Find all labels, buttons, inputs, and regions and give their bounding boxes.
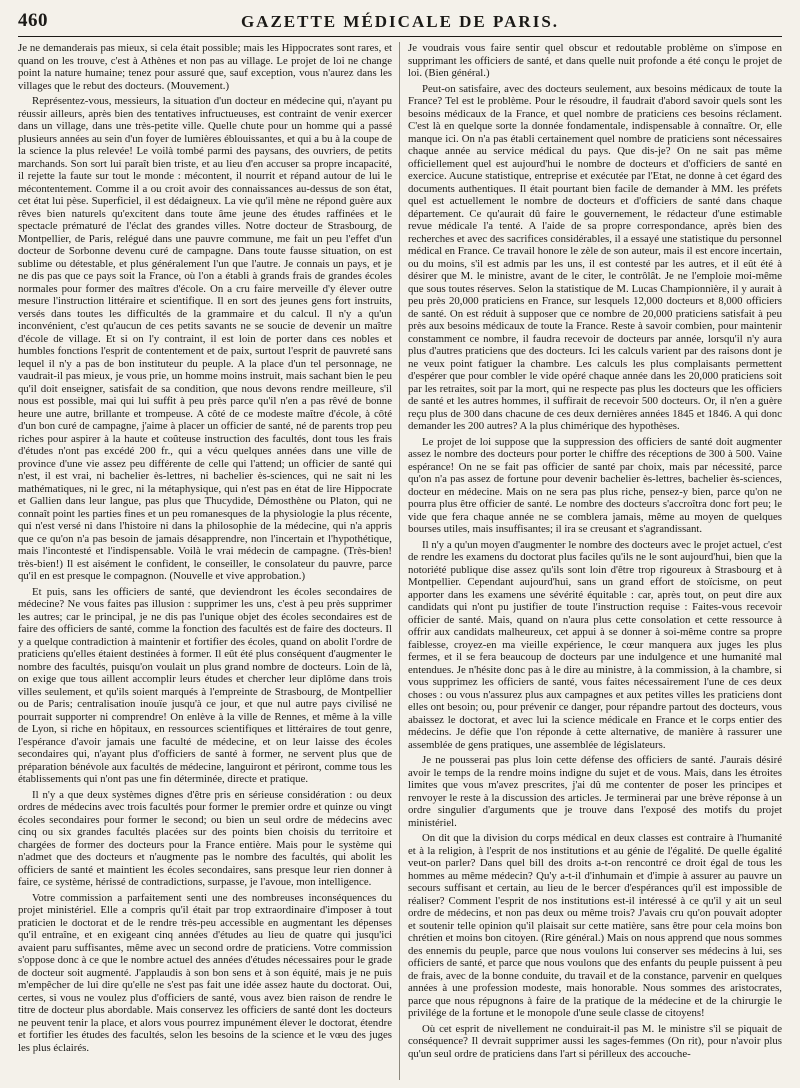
- page-number: 460: [18, 10, 48, 31]
- right-column: [408, 42, 782, 1082]
- paragraph: Il n'y a qu'un moyen d'augmenter le nombre des docteurs avec le projet actuel, c'est de rendre les examens du doctorat plus faciles qu'ils ne le sont aujourd'hui, bien que la notoriété publique dise assez qu'ils sont loin d'être trop rigoureux à Strasbourg et à Montpellier. Cependant aujourd'hui, sans un grand effort de stoïcisme, on peut apporter dans les examens une sévérité équitable : car, après tout, on peut dire aux candidats qui n'ont pu justifier de toute l'instruction requise : Faites-vous recevoir officier de santé. Mais, quand on n'aura plus cette consolation et cette ressource à offrir aux candidats malheureux, cet appui à se donner à soi-même contre sa propre faiblesse, croyez-en ma vieille expérience, le cœur manquera aux juges les plus fermes, et il se fera beaucoup de docteurs par une indulgence et une humanité mal entendues. Je n'hésite donc pas à le dire au ministre, à la commission, à la chambre, si vous supprimez les officiers de santé, vous faites nécessairement l'une de ces deux choses : ou vous n'assurez plus aux campagnes et aux petites villes les praticiens dont elles ont besoin; ou, pour prévenir ce danger, pour répandre partout des docteurs, vous abaissez le doctorat, et avec lui la science médicale en France et le corps entier des médecins. Je défie que l'on réponde à cette alternative, de manière à rassurer une assemblée de gens pratiques, une assemblée de législateurs.: [408, 538, 782, 751]
- column-divider: [399, 42, 400, 1080]
- paragraph: Je ne demanderais pas mieux, si cela était possible; mais les Hippocrates sont rares, et quand on les trouve, c'est à Athènes et non pas au village. Le projet de loi ne change point la nature humaine; tenez pour assuré que, sauf exception, vous n'aurez dans les villages que le rebut des docteurs. (Mouvement.): [18, 42, 392, 92]
- paragraph: Je voudrais vous faire sentir quel obscur et redoutable problème on s'impose en supprimant les officiers de santé, et dans quelle nuit profonde a été conçu le projet de loi. (Bien général.): [408, 42, 782, 79]
- paragraph: Le projet de loi suppose que la suppression des officiers de santé doit augmenter assez le nombre des docteurs pour porter le chiffre des réceptions de 300 à 500. Vaine espérance! On ne se fait pas officier de santé par choix, mais par nécessité, parce qu'on n'a pas assez de fortune pour devenir bachelier ès-lettres, bachelier ès-sciences, docteur en médecine. Mais on ne sera pas plus riche, pensez-y bien, parce qu'on ne pourra plus être officier de santé. Le nombre des docteurs s'accroîtra donc fort peu; le vide que fera chaque année ne se comblera jamais, même au moyen de quelques bourses utiles, mais insuffisantes; il ira se creusant et s'agrandissant.: [408, 435, 782, 535]
- header-rule: [18, 36, 782, 37]
- paragraph: Représentez-vous, messieurs, la situation d'un docteur en médecine qui, n'ayant pu réussir ailleurs, après bien des tentatives infructueuses, est contraint de venir exercer dans un village, dans une très-petite ville. Quelle chute pour un homme qui a passé plusieurs années au sein d'un foyer de lumières éblouissantes, et qui a bu à la coupe de la science la plus relevée! Le voilà tombé parmi des paysans, des ouvriers, de petits marchands. Son sort lui paraît bien triste, et au lieu d'en accuser sa propre incapacité, il rejette la faute sur tout le monde : mécontent, il nourrit et répand autour de lui le mécontentement. Comme il a ou croit avoir des connaissances au-dessus de son état, cet état lui pèse. Superficiel, il est dédaigneux. La vie qu'il mène ne répond guère aux rêves bien naturels qu'excitent dans toute âme jeune des études raffinées et le spectacle prématuré de l'éclat des grandes villes. Notre docteur de Strasbourg, de Montpellier, de Paris, relégué dans une pauvre commune, me fait un peu l'effet d'un docteur de Sorbonne devenu curé de campagne. Dans toute fausse situation, on est sublime ou détestable, et plus généralement l'un que l'autre. Je connais un pays, et je ne dis pas que ce pays soit la France, où l'on a établi à grands frais de grandes écoles normales pour former des maîtres d'école. On a cru faire merveille d'y élever outre mesure l'instruction littéraire et scientifique. Il en sort des jeunes gens fort instruits, versés dans toutes les difficultés de la grammaire et du calcul. Il n'y a qu'un inconvénient, c'est qu'aucun de ces petits savants ne se soucie de devenir un maître d'école de village. Et si on l'y contraint, il est loin de porter dans ces nobles et humbles fonctions l'esprit de contentement et de paix, surtout l'esprit de pauvreté sans lequel il n'y a pas de bon instituteur du peuple. A la place d'un tel personnage, ne vaudrait-il pas mieux, je vous prie, un homme moins instruit, mais sachant bien le peu qu'il doit enseigner, satisfait de sa condition, que nous devons rendre meilleure, s'il nous est possible, mai qui lui suffit à peu près parce qu'il n'en a pas rêvé de bonne heure une autre, brillante et trompeuse. A côté de ce modeste maître d'école, à côté d'un bon curé de campagne, j'aime à placer un officier de santé, né de parents trop peu riches pour aspirer à la haute et coûteuse instruction des facultés, dont tous les frais d'études n'ont pas excédé 200 fr., qui a vécu quelques années dans une ville de province d'une vie assez peu différente de celle qui l'attend; un officier de santé qui n'est, il est vrai, ni bachelier ès-lettres, ni bachelier ès-sciences, qui ne sait ni les mathématiques, ni le grec, ni la métaphysique, qui n'est pas en état de lire Hippocrate et Gallien dans leur langue, pas plus que Thucydide, Démosthène ou Platon, qui ne connaît point les parties fines et un peu romanesques de la physiologie la plus récente, qui n'est versé ni dans l'histoire ni dans la philosophie de la médecine, qui n'a appris que ce qu'on n'a pas besoin de jamais désapprendre, non l'incertain et l'hypothétique, mais l'incontesté et l'indispensable. Voilà le vrai médecin de campagne. (Très-bien! très-bien!) Il est aisément le confident, le conseiller, le consolateur du pauvre, parce qu'il en est presque le compagnon. (Nouvelle et vive approbation.): [18, 95, 392, 582]
- paragraph: Il n'y a que deux systèmes dignes d'être pris en sérieuse considération : ou deux ordres de médecins avec trois facultés pour former le premier ordre et quinze ou vingt écoles secondaires pour former le second; ou bien un seul ordre de médecins avec cinq ou six grandes facultés placées sur des points bien choisis du territoire et chargées de former des docteurs pour la France entière. Mais pour le système qui n'admet que des docteurs et n'augmente pas le nombre des facultés, qui abolit les officiers de santé et maintient les écoles secondaires, sans presque leur rien donner à faire, ce système, hérissé de contradictions, surpasse, je l'avoue, mon intelligence.: [18, 788, 392, 888]
- journal-title: GAZETTE MÉDICALE DE PARIS.: [240, 12, 560, 31]
- paragraph: Où cet esprit de nivellement ne conduirait-il pas M. le ministre s'il se piquait de conséquence? Il devrait supprimer aussi les sages-femmes (On rit), pour n'avoir plus qu'un seul ordre de praticiens dans l'art si périlleux des accouche-: [408, 1022, 782, 1060]
- paragraph: Peut-on satisfaire, avec des docteurs seulement, aux besoins médicaux de toute la France? Tel est le problème. Pour le résoudre, il faudrait d'abord savoir quels sont les besoins médicaux de la France, et quel nombre de praticiens ces besoins réclament. C'est là en quelque sorte la donnée fondamentale, indispensable à connaître. Or, elle manque ici. On n'a pas établi certainement quel nombre de praticiens sont nécessaires chaque année au service médical du pays. Que dis-je? On ne sait pas même officiellement quel est aujourd'hui le nombre de docteurs et d'officiers de santé en exercice. Aucune statistique, entreprise et exécutée par l'Etat, ne donne à cet égard des documents authentiques. Il était pourtant bien facile de demander à MM. les préfets quel est actuellement le nombre de docteurs et d'officiers de santé dans chaque département. Ce qu'aurait dû faire le gouvernement, le rédacteur d'une estimable revue médicale l'a tenté. A l'aide de sa propre correspondance, après bien des recherches et avec des sacrifices considérables, il a essayé une statistique du personnel médical en France. Ce travail honore le zèle de son auteur, mais il est encore incertain, ou du moins, s'il est admis par les uns, il est contesté par les autres, et il eût été à désirer que M. le ministre, avant de le citer, le contrôlât. Je ne l'emploie moi-même que sous toutes réserves. Selon la statistique de M. Lucas Championnière, il y aurait à peu près 20,000 praticiens en France, sur lesquels 12,000 docteurs et 8,000 officiers de santé. On est réduit à supposer que ce nombre de 20,000 praticiens satisfait à peu près aux besoins médicaux de toute la France. Reste à savoir combien, pour maintenir constamment ce nombre, il faudra recevoir de docteurs par année, lorsqu'il n'y aura plus d'autres praticiens que des docteurs. Ici les calculs varient par des raisons dont je ne veux point fatiguer la chambre. Les calculs les plus complaisants permettent d'espérer que pour combler le vide opéré chaque année dans les 20,000 praticiens soit par les retraites, soit par la mort, qui ne respecte pas plus les docteurs que les officiers de santé et les autres hommes, il suffirait de recevoir 500 docteurs. Or, il n'en a guère reçu plus de 300 dans chacune de ces deux dernières années 1845 et 1846. A qui donc demander les 200 autres? A la plus chimérique des hypothèses.: [408, 82, 782, 432]
- paragraph: Je ne pousserai pas plus loin cette défense des officiers de santé. J'aurais désiré avoir le temps de la rendre moins indigne du sujet et de vous. Mais, dans les étroites limites que vous m'avez prescrites, j'ai dû me contenter de poser les principes et renvoyer le reste à la discussion des articles. Je terminerai par une brève réponse à un ordre singulier d'arguments que je trouve dans l'exposé des motifs du projet ministériel.: [408, 754, 782, 829]
- page-header: [18, 10, 782, 36]
- left-column: [18, 42, 392, 1082]
- paragraph: Et puis, sans les officiers de santé, que deviendront les écoles secondaires de médecine? Ne vous faites pas illusion : supprimer les uns, c'est à peu près supprimer les autres; car le principal, je ne dis pas l'unique objet des écoles secondaires est de faire des officiers de santé, comme la fonction des facultés est de faire des docteurs. Il y a quelque contradiction à maintenir et fortifier des écoles, quand on abolit l'ordre de praticiens qu'elles étaient destinées à former. Il eût été plus conséquent d'augmenter le nombre des facultés, puisqu'on voulait un plus grand nombre de docteurs. Loin de là, on exige que tous aillent accomplir leurs études et chercher leur diplôme dans trois villes seulement, et qu'ils soient marqués à l'empreinte de Strasbourg, de Montpellier ou de Paris; centralisation inouïe jusqu'à ce jour, et que nul autre pays civilisé ne pourrait supporter ni comprendre! On enlève à la ville de Rennes, et même à la ville de Lyon, si riche en hôpitaux, en ressources scientifiques et littéraires de tout genre, l'espérance d'avoir jamais une faculté de médecine, et on leur laisse des écoles secondaires qui, n'ayant plus d'officiers de santé à former, ne servent plus que de préparation bénévole aux facultés de médecine, languiront et périront, comme tous les établissements qui n'ont pas une fin déterminée, directe et pratique.: [18, 585, 392, 785]
- paragraph: On dit que la division du corps médical en deux classes est contraire à l'humanité et à la religion, à l'esprit de nos institutions et au génie de l'égalité. De quelle égalité veut-on parler? Dans quel bill des droits a-t-on rencontré ce droit égal de tous les hommes au même médecin? Qu'y a-t-il d'inhumain et d'impie à assurer au pauvre un secours suffisant et certain, au lieu de le bercer d'espérances qu'il est impossible de réaliser? Comment l'esprit de nos institutions est-il intéressé à ce qu'il y ait un seul ordre de médecins, et non pas deux ou même trois? J'avais cru qu'on pouvait adopter et soutenir telle opinion qu'il plaisait sur cette matière, sans être pour cela moins bon chrétien et moins bon citoyen. (Rire général.) Mais on nous apprend que nous sommes des ennemis du peuple, parce que nous voulons lui conserver ses médecins à lui, ses officiers de santé, et parce que nous voulons que des enfants du peuple puissent à peu de frais, avec de la bonne conduite, du travail et de la constance, parvenir en quelques années à une profession modeste, mais honorable. Nous sommes des aristocrates, parce que nous répugnons à faire de la pratique de la médecine et de la chirurgie le privilége de la fortune et le monopole d'une seule classe de citoyens!: [408, 832, 782, 1019]
- paragraph: Votre commission a parfaitement senti une des nombreuses inconséquences du projet ministériel. Elle a compris qu'il était par trop extraordinaire d'imposer à tout praticien le doctorat et de le rendre très-peu accessible en augmentant les dépenses qu'il entraîne, et en exigeant cinq années d'études au lieu de quatre qui jusqu'ici avaient paru suffisantes, même avec un second ordre de praticiens. Votre commission s'oppose donc à ce que le nombre actuel des années d'études nécessaires pour le grade de docteur soit augmenté. J'applaudis à son bon sens et à son équité, mais je ne puis m'empêcher de lui dire qu'elle ne s'est pas fait une idée assez haute du doctorat. Oui, certes, si vous ne voulez plus d'officiers de santé, vous avez bien raison de rendre le titre de docteur plus abordable. Mais conservez les officiers de santé dont les docteurs ne peuvent tenir la place, et alors vous pourrez impunément élever le doctorat, étendre et fortifier les études des facultés, selon les besoins de la science et le vœu des juges les plus éclairés.: [18, 891, 392, 1054]
